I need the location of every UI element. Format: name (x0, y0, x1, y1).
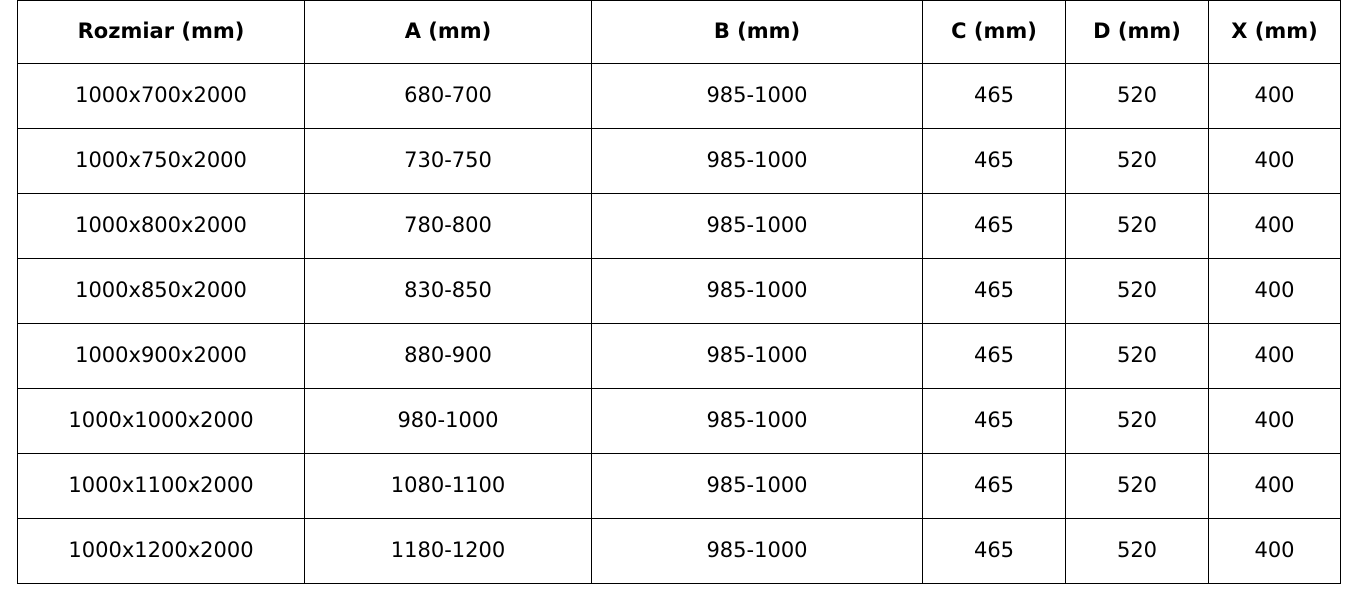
cell-rozmiar: 1000x700x2000 (18, 64, 305, 129)
cell-a: 880-900 (305, 324, 592, 389)
cell-a: 1080-1100 (305, 454, 592, 519)
table-row (18, 454, 1341, 519)
cell-d: 520 (1066, 259, 1209, 324)
table-row (18, 389, 1341, 454)
cell-b: 985-1000 (592, 324, 923, 389)
column-header-c: C (mm) (923, 1, 1066, 64)
table-body (18, 64, 1341, 584)
cell-a: 680-700 (305, 64, 592, 129)
cell-rozmiar: 1000x1000x2000 (18, 389, 305, 454)
table-row (18, 259, 1341, 324)
cell-rozmiar: 1000x850x2000 (18, 259, 305, 324)
cell-rozmiar: 1000x800x2000 (18, 194, 305, 259)
cell-rozmiar: 1000x1100x2000 (18, 454, 305, 519)
cell-x: 400 (1209, 64, 1341, 129)
cell-c: 465 (923, 389, 1066, 454)
cell-x: 400 (1209, 129, 1341, 194)
table-header-row (18, 1, 1341, 64)
cell-d: 520 (1066, 324, 1209, 389)
cell-x: 400 (1209, 519, 1341, 584)
cell-c: 465 (923, 64, 1066, 129)
cell-a: 730-750 (305, 129, 592, 194)
cell-d: 520 (1066, 64, 1209, 129)
column-header-b: B (mm) (592, 1, 923, 64)
table-row (18, 194, 1341, 259)
cell-a: 780-800 (305, 194, 592, 259)
cell-x: 400 (1209, 194, 1341, 259)
column-header-rozmiar: Rozmiar (mm) (18, 1, 305, 64)
cell-rozmiar: 1000x750x2000 (18, 129, 305, 194)
table-header (18, 1, 1341, 64)
cell-b: 985-1000 (592, 389, 923, 454)
cell-d: 520 (1066, 519, 1209, 584)
table-row (18, 64, 1341, 129)
column-header-x: X (mm) (1209, 1, 1341, 64)
cell-b: 985-1000 (592, 64, 923, 129)
cell-a: 1180-1200 (305, 519, 592, 584)
cell-b: 985-1000 (592, 519, 923, 584)
cell-c: 465 (923, 324, 1066, 389)
cell-c: 465 (923, 259, 1066, 324)
cell-d: 520 (1066, 129, 1209, 194)
dimensions-table (17, 0, 1341, 584)
cell-c: 465 (923, 519, 1066, 584)
cell-d: 520 (1066, 454, 1209, 519)
cell-b: 985-1000 (592, 194, 923, 259)
cell-b: 985-1000 (592, 454, 923, 519)
cell-x: 400 (1209, 259, 1341, 324)
table-row (18, 129, 1341, 194)
cell-c: 465 (923, 129, 1066, 194)
cell-d: 520 (1066, 194, 1209, 259)
cell-x: 400 (1209, 324, 1341, 389)
cell-c: 465 (923, 454, 1066, 519)
table-row (18, 324, 1341, 389)
cell-rozmiar: 1000x900x2000 (18, 324, 305, 389)
cell-rozmiar: 1000x1200x2000 (18, 519, 305, 584)
cell-a: 830-850 (305, 259, 592, 324)
cell-b: 985-1000 (592, 129, 923, 194)
cell-x: 400 (1209, 389, 1341, 454)
table-row (18, 519, 1341, 584)
cell-d: 520 (1066, 389, 1209, 454)
column-header-d: D (mm) (1066, 1, 1209, 64)
cell-c: 465 (923, 194, 1066, 259)
cell-x: 400 (1209, 454, 1341, 519)
cell-b: 985-1000 (592, 259, 923, 324)
cell-a: 980-1000 (305, 389, 592, 454)
column-header-a: A (mm) (305, 1, 592, 64)
